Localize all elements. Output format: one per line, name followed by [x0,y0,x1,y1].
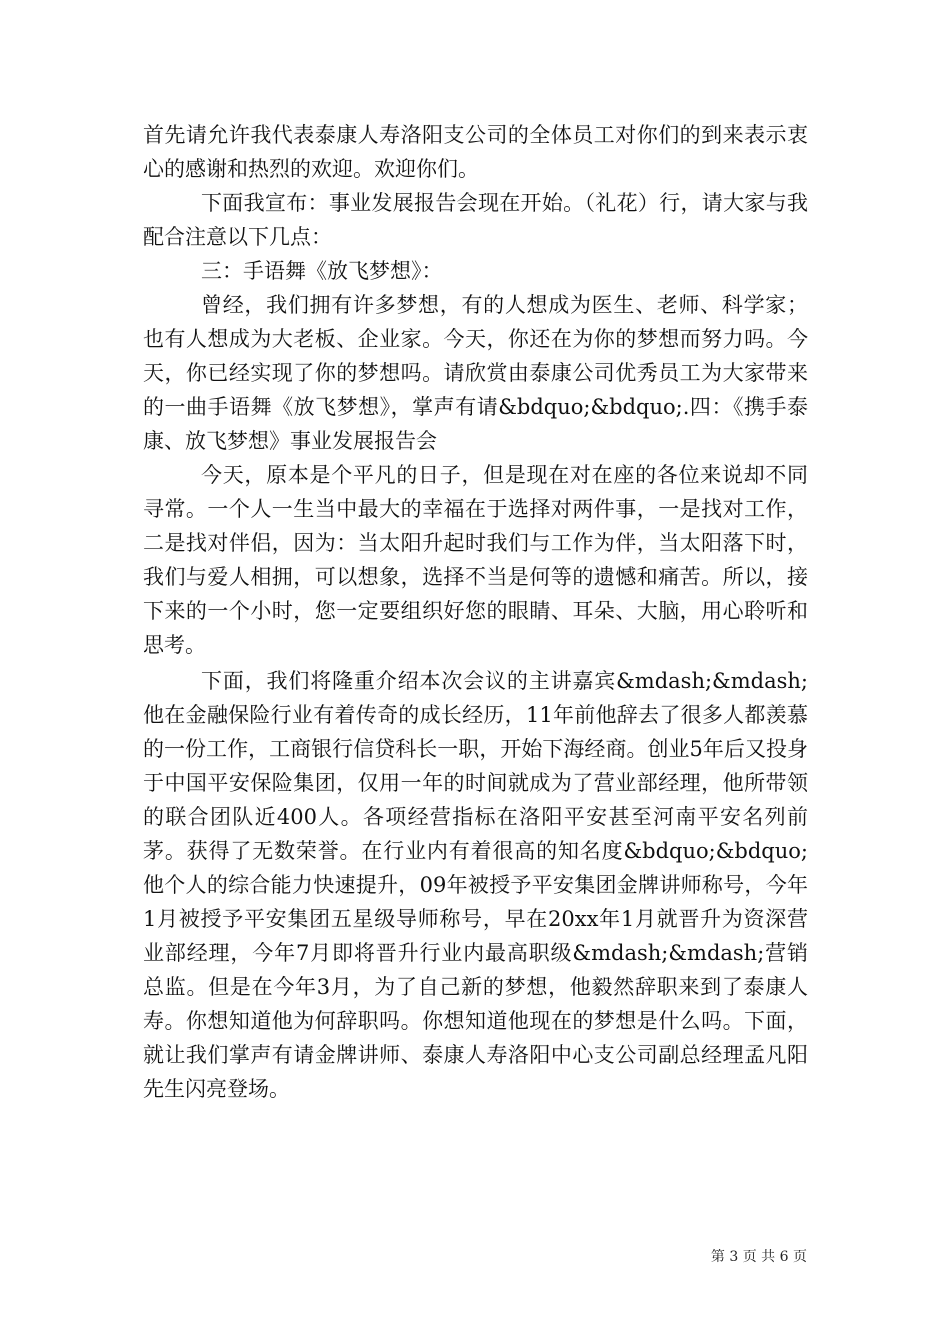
paragraph-section-three: 三：手语舞《放飞梦想》： [201,259,443,283]
paragraph-welcome: 首先请允许我代表泰康人寿洛阳支公司的全体员工对你们的到来表示衷心的感谢和热烈的欢迎。欢迎你们。 [143,123,808,181]
paragraph-today: 今天，原本是个平凡的日子，但是现在对在座的各位来说却不同寻常。一个人一生当中最大的幸福在于选择对两件事，一是找对工作，二是找对伴侣，因为：当太阳升起时我们与工作为伴，当太阳落下时，我们与爱人相拥，可以想象，选择不当是何等的遗憾和痛苦。所以，接下来的一个小时，您一定要组织好您的眼睛、耳朵、大脑，用心聆听和思考。 [143,463,808,657]
document-body [143,118,808,1106]
paragraph-speaker-intro: 下面，我们将隆重介绍本次会议的主讲嘉宾&mdash;&mdash;他在金融保险行业有着传奇的成长经历，11年前他辞去了很多人都羡慕的一份工作，工商银行信贷科长一职，开始下海经商。创业5年后又投身于中国平安保险集团，仅用一年的时间就成为了营业部经理，他所带领的联合团队近400人。各项经营指标在洛阳平安甚至河南平安名列前茅。获得了无数荣誉。在行业内有着很高的知名度&bdquo;&bdquo;他个人的综合能力快速提升，09年被授予平安集团金牌讲师称号，今年1月被授予平安集团五星级导师称号，早在20xx年1月就晋升为资深营业部经理，今年7月即将晋升行业内最高职级&mdash;&mdash;营销总监。但是在今年3月，为了自己新的梦想，他毅然辞职来到了泰康人寿。你想知道他为何辞职吗。你想知道他现在的梦想是什么吗。下面，就让我们掌声有请金牌讲师、泰康人寿洛阳中心支公司副总经理孟凡阳先生闪亮登场。 [143,669,808,1101]
paragraph-announcement: 下面我宣布：事业发展报告会现在开始。（礼花）行，请大家与我配合注意以下几点： [143,191,808,249]
page-number: 第 3 页 共 6 页 [710,1249,807,1265]
paragraph-dreams: 曾经，我们拥有许多梦想，有的人想成为医生、老师、科学家；也有人想成为大老板、企业家。今天，你还在为你的梦想而努力吗。今天，你已经实现了你的梦想吗。请欣赏由泰康公司优秀员工为大家带来的一曲手语舞《放飞梦想》，掌声有请&bdquo;&bdquo;.四：《携手泰康、放飞梦想》事业发展报告会 [143,293,808,453]
